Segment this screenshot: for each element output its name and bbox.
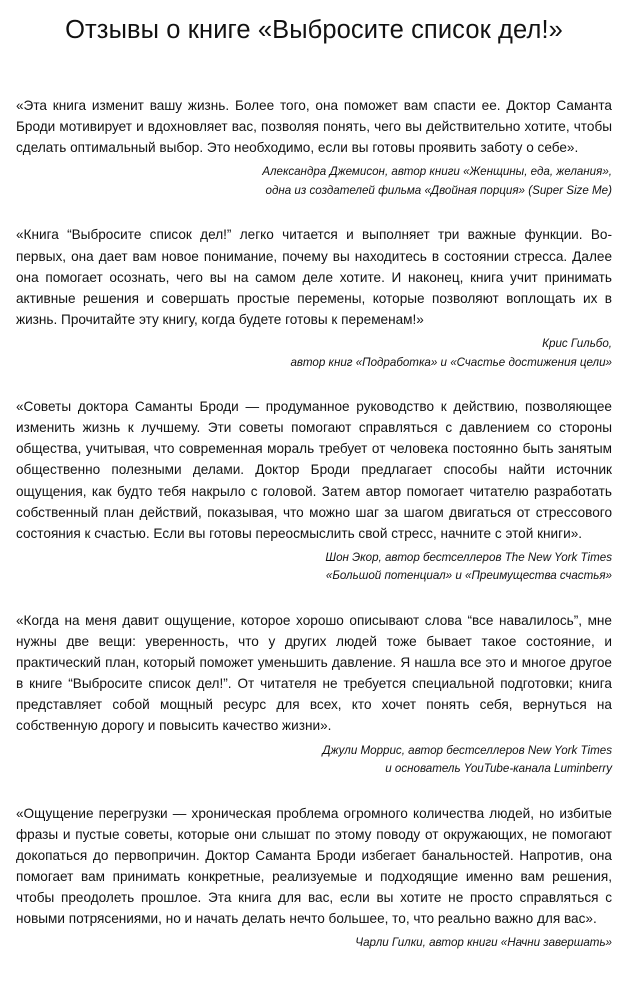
review: [16, 396, 612, 586]
attribution-line: Джули Моррис, автор бестселлеров New York Times: [322, 743, 612, 757]
page: [16, 0, 612, 977]
review-attribution: [16, 934, 612, 953]
review: [16, 224, 612, 372]
attribution-line: Александра Джемисон, автор книги «Женщины, еда, желания»,: [262, 165, 612, 179]
attribution-line: автор книг «Подработка» и «Счастье достижения цели»: [290, 355, 612, 369]
review-quote: «Советы доктора Саманты Броди — продуманное руководство к действию, позволяющее изменить жизнь к лучшему. Эти советы помогают справляться с давлением со стороны общества, учитывая, что современная мораль требует от человека постоянно быть занятым общественно полезными делами. Доктор Броди предлагает способы найти источник ощущения, как будто тебя накрыло с головой. Затем автор помогает читателю разработать собственный план действий, показывая, что можно шаг за шагом двигаться от стрессового состояния к счастью. Если вы готовы переосмыслить свой стресс, начните с этой книги».: [16, 399, 612, 541]
attribution-line: «Большой потенциал» и «Преимущества счастья»: [325, 569, 612, 583]
review-quote: «Книга “Выбросите список дел!” легко читается и выполняет три важные функции. Во-первых, она дает вам новое понимание, почему вы находитесь в состоянии стресса. Далее она помогает осознать, чего вы на самом деле хотите. И наконец, книга учит принимать активные решения и совершать простые перемены, которые позволяют воплощать их в жизнь. Прочитайте эту книгу, когда будете готовы к переменам!»: [16, 227, 612, 327]
attribution-line: Чарли Гилки, автор книги «Начни завершать»: [355, 936, 612, 950]
reviews-list: [16, 95, 612, 953]
page-title: Отзывы о книге «Выбросите список дел!»: [65, 16, 563, 44]
review: [16, 610, 612, 779]
attribution-line: одна из создателей фильма «Двойная порция» (Super Size Me): [265, 183, 612, 197]
attribution-line: Шон Экор, автор бестселлеров The New York Times: [325, 550, 612, 564]
review-quote: «Эта книга изменит вашу жизнь. Более того, она поможет вам спасти ее. Доктор Саманта Броди мотивирует и вдохновляет вас, позволяя понять, чего вы действительно хотите, чтобы сделать оптимальный выбор. Это необходимо, если вы готовы проявить заботу о себе».: [16, 98, 612, 156]
review-quote: «Ощущение перегрузки — хроническая проблема огромного количества людей, но избитые фразы и пустые советы, которые они слышат по этому поводу от окружающих, не помогают докопаться до первопричин. Доктор Саманта Броди избегает банальностей. Напротив, она помогает вам принимать конкретные, реализуемые и подходящие именно вам решения, чтобы преодолеть прошлое. Эта книга для вас, если вы хотите не просто справляться с новыми потрясениями, но и начать делать нечто большее, то, что реально важно для вас».: [16, 805, 612, 927]
review-quote: «Когда на меня давит ощущение, которое хорошо описывают слова “все навалилось”, мне нужны две вещи: уверенность, что у других людей тоже бывает такое состояние, и практический план, который поможет уменьшить давление. Я нашла все это и многое другое в книге “Выбросите список дел!”. От читателя не требуется специальной подготовки; книга представляет собой мощный ресурс для всех, кто хочет понять себя, вернуться на собственную дорогу и повысить качество жизни».: [16, 612, 612, 734]
review-attribution: [16, 163, 612, 200]
review: [16, 95, 612, 200]
attribution-line: и основатель YouTube-канала Luminberry: [385, 762, 612, 776]
review: [16, 803, 612, 953]
review-attribution: [16, 742, 612, 779]
attribution-line: Крис Гильбо,: [542, 336, 612, 350]
review-attribution: [16, 335, 612, 372]
review-attribution: [16, 549, 612, 586]
